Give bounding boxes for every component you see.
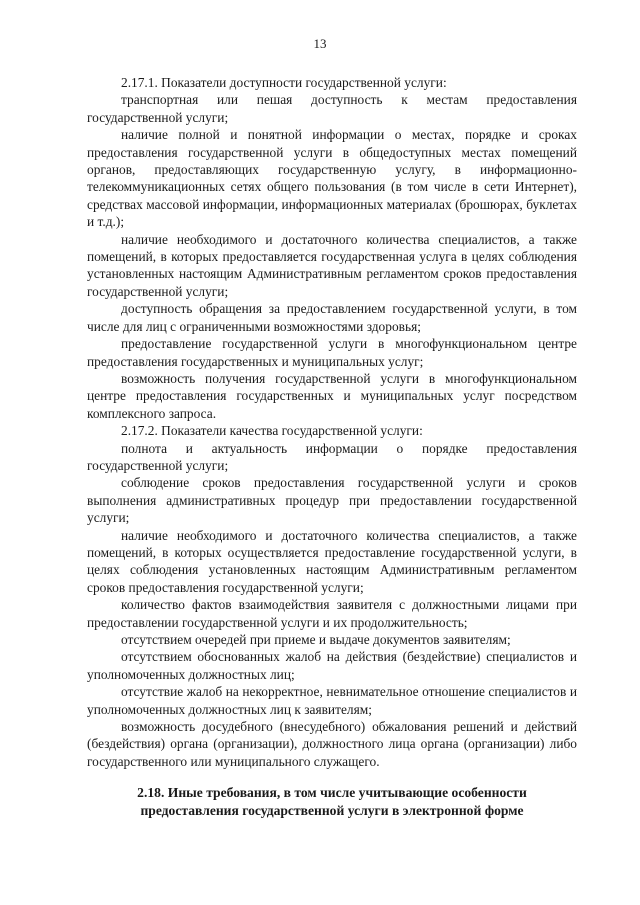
section-heading-line: 2.18. Иные требования, в том числе учитывающие особенности: [137, 785, 527, 800]
paragraph: отсутствием обоснованных жалоб на действия (бездействие) специалистов и уполномоченных должностных лиц;: [87, 649, 577, 682]
paragraph: наличие полной и понятной информации о местах, порядке и сроках предоставления государственной услуги в общедоступных местах помещений органов, предоставляющих государственную услугу, в информационно-телекоммуникационных сетях общего пользования (в том числе в сети Интернет), средствах массовой информации, информационных материалах (брошюрах, буклетах и т.д.);: [87, 127, 577, 230]
paragraph: отсутствием очередей при приеме и выдаче документов заявителям;: [121, 632, 511, 647]
paragraph: доступность обращения за предоставлением государственной услуги, в том числе для лиц с ограниченными возможностями здоровья;: [87, 301, 577, 334]
paragraph: возможность получения государственной услуги в многофункциональном центре предоставления государственных и муниципальных услуг посредством комплексного запроса.: [87, 370, 577, 421]
paragraph: 2.17.1. Показатели доступности государственной услуги:: [121, 75, 447, 90]
paragraph: наличие необходимого и достаточного количества специалистов, а также помещений, в которых осуществляется предоставление государственной услуги, в целях соблюдения установленных настоящим Административным регламентом сроков предоставления государственной услуги;: [87, 527, 577, 595]
page-number: 13: [313, 36, 327, 51]
paragraph: предоставление государственной услуги в многофункциональном центре предоставления государственных и муниципальных услуг;: [87, 336, 577, 369]
body-text: [87, 74, 577, 770]
paragraph: возможность досудебного (внесудебного) обжалования решений и действий (бездействия) органа (организации), должностного лица органа (организации) либо государственного или муниципального служащего.: [87, 719, 577, 769]
paragraph: полнота и актуальность информации о порядке предоставления государственной услуги;: [87, 440, 577, 473]
paragraph: соблюдение сроков предоставления государственной услуги и сроков выполнения административных процедур при предоставлении государственной услуги;: [87, 475, 577, 526]
paragraph: отсутствие жалоб на некорректное, невнимательное отношение специалистов и уполномоченных должностных лиц к заявителям;: [87, 684, 577, 717]
paragraph: 2.17.2. Показатели качества государственной услуги:: [121, 423, 423, 439]
paragraph: количество фактов взаимодействия заявителя с должностными лицами при предоставлении государственной услуги и их продолжительность;: [87, 597, 577, 630]
paragraph: наличие необходимого и достаточного количества специалистов, а также помещений, в которых предоставляется государственная услуга в целях соблюдения установленных настоящим Административным регламентом сроков предоставления государственной услуги;: [87, 231, 577, 299]
paragraph: транспортная или пешая доступность к местам предоставления государственной услуги;: [87, 92, 577, 125]
section-heading: [87, 784, 577, 820]
section-heading-line: предоставления государственной услуги в электронной форме: [140, 803, 524, 818]
